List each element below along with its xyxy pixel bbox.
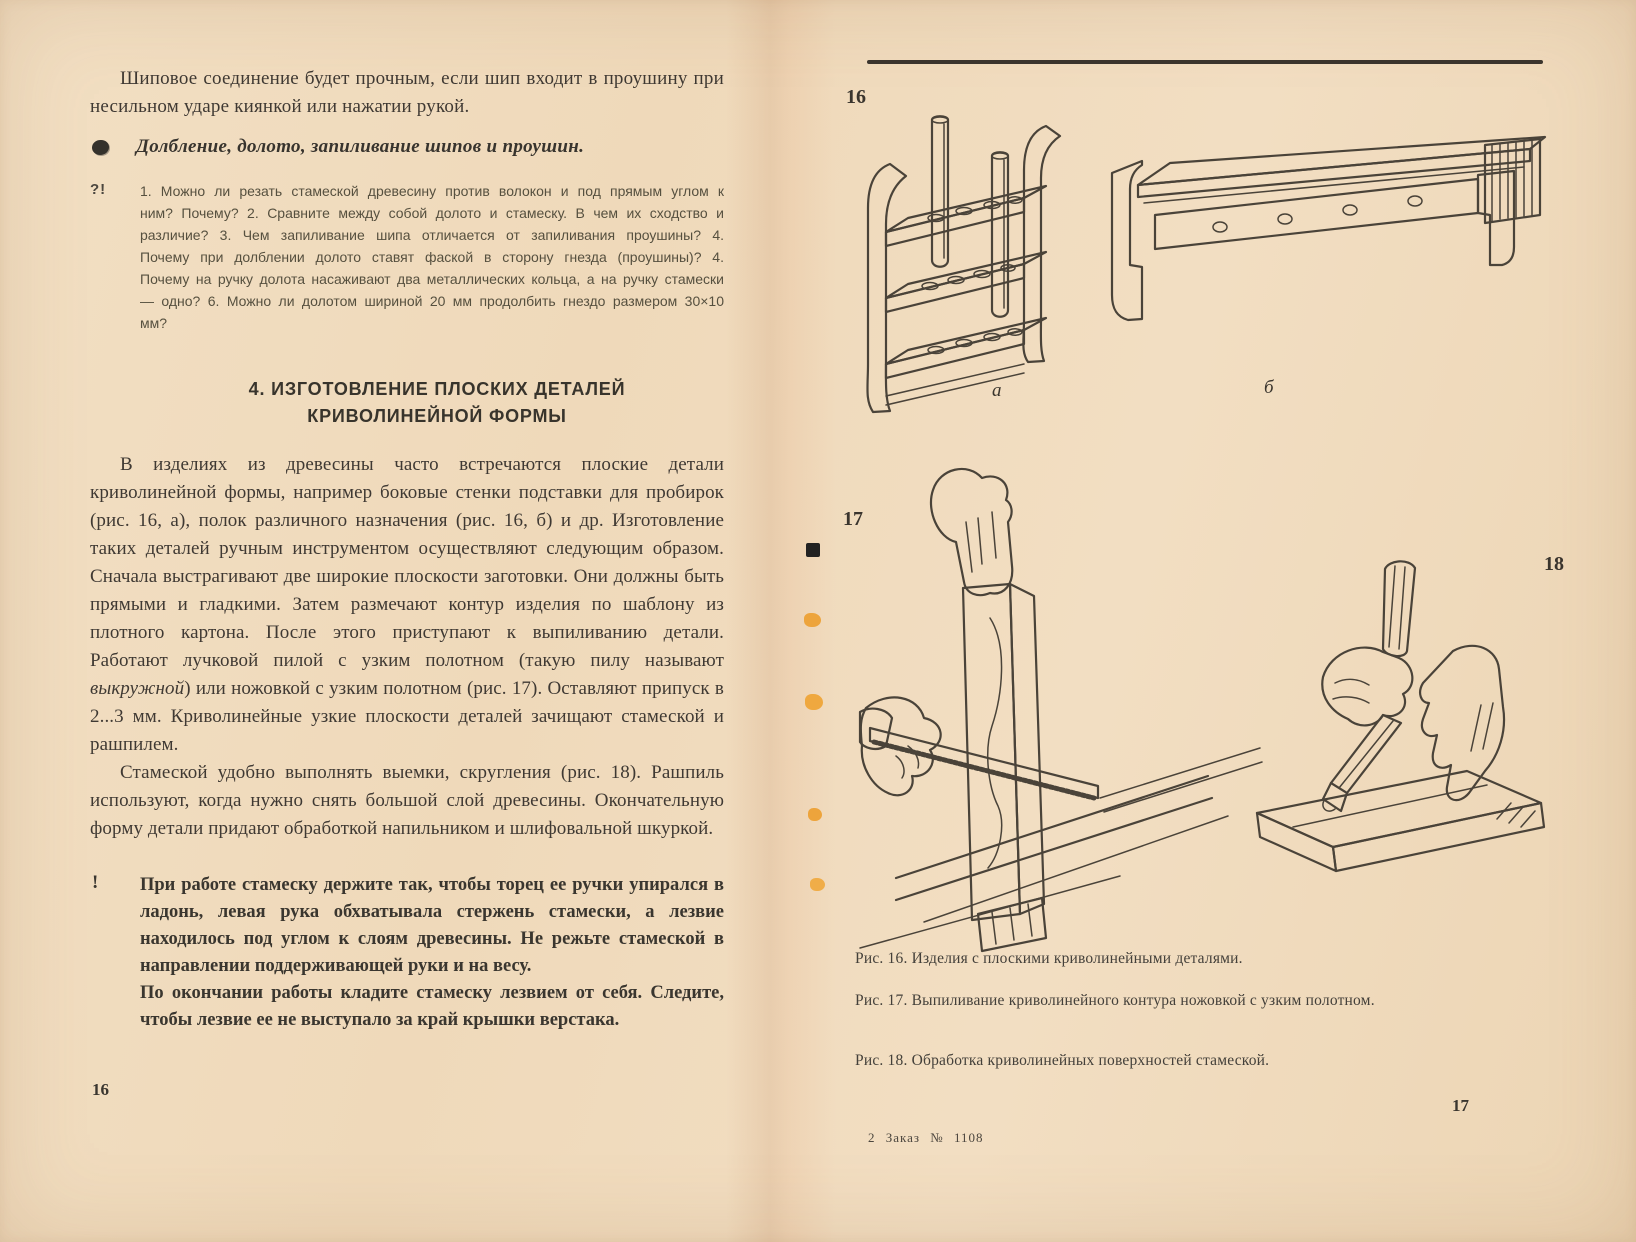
questions-block [90,180,724,334]
body-paragraph-2: Стамеской удобно выполнять выемки, скругления (рис. 18). Рашпиль используют, когда нужно снять большой слой древесины. Окончательную форму детали придают обработкой напильником и шлифовальной шкуркой. [90,762,724,839]
scan-speck-orange-4 [810,878,825,891]
right-page [760,0,1636,1242]
warning-paragraph-1: При работе стамеску держите так, чтобы торец ее ручки упирался в ладонь, левая рука обхватывала стержень стамески, а лезвие находилось под углом к слоям древесины. Не режьте стамеской в направлении поддерживающей руки и на весу. [140,875,724,976]
body-paragraph-1-text: В изделиях из древесины часто встречаются плоские детали криволинейной формы, например боковые стенки подставки для пробирок (рис. 16, а), полок различного назначения (рис. 16, б) и др. Изготовление таких деталей ручным инструментом осуществляют следующим образом. Сначала выстрагивают две широкие плоскости заготовки. Они должны быть прямыми и гладкими. Затем размечают контур изделия по шаблону из плотного картона. После этого приступают к выпиливанию детали. Работают лучковой пилой с узким полотном (такую пилу называют [90,454,724,671]
questions-marker: ?! [90,181,107,198]
figure-16-label: 16 [846,86,866,108]
bullet-heading: Долбление, долото, запиливание шипов и проушин. [136,136,585,157]
print-imprint: 2 Заказ № 1108 [868,1130,984,1145]
caption-figure-16: Рис. 16. Изделия с плоскими криволинейными деталями. [855,950,1243,967]
figure-16a-sublabel: а [992,380,1002,401]
chapter-rule [867,60,1543,64]
intro-paragraph: Шиповое соединение будет прочным, если шип входит в проушину при несильном ударе киянкой или нажатии рукой. [90,68,724,117]
scan-speck-orange-3 [808,808,822,821]
caption-figure-17: Рис. 17. Выпиливание криволинейного контура ножовкой с узким полотном. [855,992,1375,1009]
left-page [0,0,760,1242]
safety-note-block [90,872,724,1034]
figure-17-drawing [860,446,1265,951]
body-paragraph-1-tail: ) или ножовкой с узким полотном (рис. 17). Оставляют припуск в 2...3 мм. Криволинейные узкие плоскости деталей зачищают стамеской и рашпилем. [90,678,724,755]
page-number-left: 16 [92,1080,109,1099]
figure-16b-sublabel: б [1264,377,1274,398]
scan-speck-orange-2 [805,694,823,710]
body-paragraph-1-italic-term: выкружной [90,678,185,699]
section-heading-line1: 4. ИЗГОТОВЛЕНИЕ ПЛОСКИХ ДЕТАЛЕЙ [248,379,626,399]
body-text [90,451,724,843]
warning-marker: ! [92,872,99,893]
section-bullet-icon [92,140,109,155]
topic-heading-row [90,136,724,164]
figure-16b-drawing [1100,115,1550,330]
figure-17-label: 17 [843,508,863,530]
scan-speck-orange-1 [804,613,821,627]
section-heading [120,376,754,430]
scan-speck-black [806,543,820,557]
body-paragraph-1 [90,451,724,759]
figure-18-drawing [1235,555,1557,885]
warning-paragraph-2: По окончании работы кладите стамеску лезвием от себя. Следите, чтобы лезвие ее не выступало за край крышки верстака. [140,983,724,1030]
safety-note-text [140,872,724,1034]
figure-16a-drawing [860,112,1078,420]
questions-text: 1. Можно ли резать стамеской древесину против волокон и под прямым углом к ним? Почему? 2. Сравните между собой долото и стамеску. В чем их сходство и различие? 3. Чем запиливание шипа отличается от запиливания проушины? 4. Почему при долблении долото ставят фаской в сторону гнезда (проушины)? 4. Почему на ручку долота насаживают два металлических кольца, а на ручку стамески — одно? 6. Можно ли долотом шириной 20 мм продолбить гнездо размером 30×10 мм? [140,183,724,331]
figure-18-label: 18 [1544,553,1564,575]
caption-figure-18: Рис. 18. Обработка криволинейных поверхностей стамеской. [855,1052,1270,1069]
page-number-right: 17 [1452,1096,1469,1115]
section-heading-line2: КРИВОЛИНЕЙНОЙ ФОРМЫ [307,406,567,426]
